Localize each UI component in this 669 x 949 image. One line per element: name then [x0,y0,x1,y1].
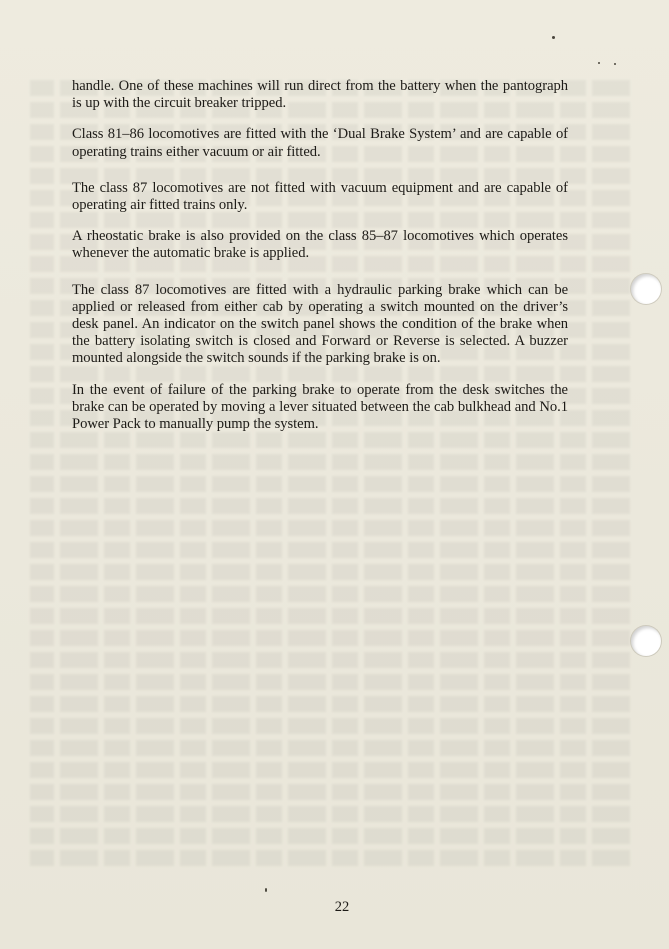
paragraph-3: The class 87 locomotives are not fitted with vacuum equipment and are capable of operating air fitted trains only. [72,179,568,214]
binder-hole-bottom [631,626,661,656]
paper-speck [614,63,616,65]
paragraph-6: In the event of failure of the parking brake to operate from the desk switches the brake can be operated by moving a lever situated between the cab bulkhead and No.1 Power Pack to manually pump the system. [72,381,568,433]
paragraph-4: A rheostatic brake is also provided on the class 85–87 locomotives which operates whenever the automatic brake is applied. [72,228,568,262]
paragraph-2: Class 81–86 locomotives are fitted with the ‘Dual Brake System’ and are capable of operating trains either vacuum or air fitted. [72,126,568,160]
paragraph-5: The class 87 locomotives are fitted with a hydraulic parking brake which can be applied or released from either cab by operating a switch mounted on the driver’s desk panel. An indicator on the switch panel shows the condition of the brake when the battery isolating switch is closed and Forward or Reverse is selected. A buzzer mounted alongside the switch sounds if the parking brake is on. [72,281,568,367]
paper-speck [265,888,267,892]
binder-hole-top [631,274,661,304]
page-number: 22 [334,899,350,915]
paper-speck [552,36,555,39]
paragraph-1: handle. One of these machines will run direct from the battery when the pantograph is up with the circuit breaker tripped. [72,78,568,112]
paper-speck [598,62,600,64]
body-text [72,78,568,447]
